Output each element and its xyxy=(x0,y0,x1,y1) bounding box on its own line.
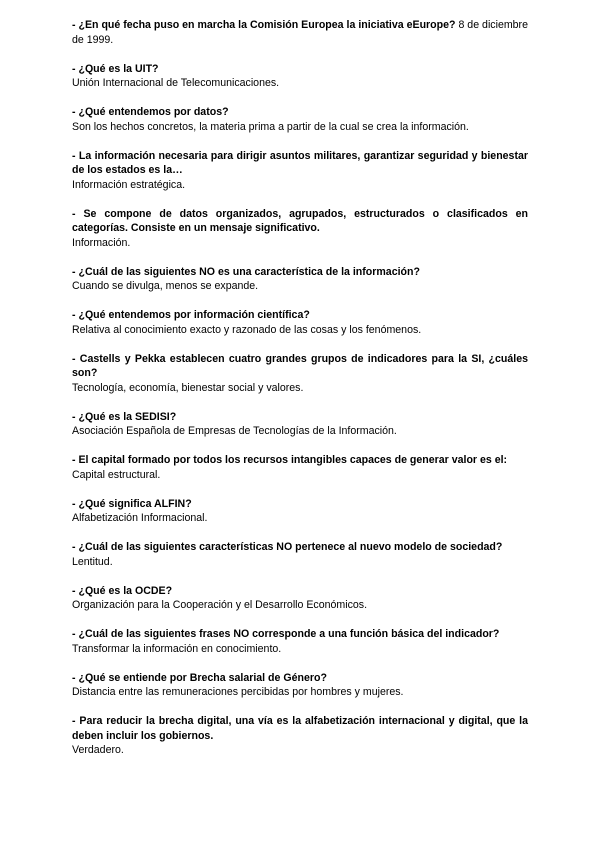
answer: Alfabetización Informacional. xyxy=(72,512,208,524)
qa-item xyxy=(72,540,528,569)
qa-item xyxy=(72,497,528,526)
question: - Se compone de datos organizados, agrupados, estructurados o clasificados en categorías. Consiste en un mensaje significativo. xyxy=(72,207,528,234)
question: - ¿Cuál de las siguientes características NO pertenece al nuevo modelo de sociedad? xyxy=(72,541,503,553)
question: - ¿Qué es la UIT? xyxy=(72,62,159,75)
answer: Información. xyxy=(72,236,131,249)
answer: Unión Internacional de Telecomunicaciones. xyxy=(72,77,280,89)
document-page xyxy=(72,18,528,772)
answer: Información estratégica. xyxy=(72,178,186,191)
answer: Relativa al conocimiento exacto y razonado de las cosas y los fenómenos. xyxy=(72,323,422,336)
qa-item xyxy=(72,62,528,91)
question-text: - ¿En qué fecha puso en marcha la Comisión Europea la iniciativa eEurope? xyxy=(72,19,456,31)
qa-item xyxy=(72,352,528,396)
qa-item xyxy=(72,207,528,251)
question: - ¿Qué es la SEDISI? xyxy=(72,410,177,423)
question: - ¿Qué entendemos por datos? xyxy=(72,106,229,118)
question: - Castells y Pekka establecen cuatro grandes grupos de indicadores para la SI, ¿cuáles son? xyxy=(72,352,528,379)
question: - ¿Qué se entiende por Brecha salarial de Género? xyxy=(72,671,327,684)
question xyxy=(72,18,528,47)
qa-item xyxy=(72,105,528,134)
answer: Son los hechos concretos, la materia prima a partir de la cual se crea la información. xyxy=(72,120,469,133)
qa-item xyxy=(72,453,528,482)
answer: Distancia entre las remuneraciones percibidas por hombres y mujeres. xyxy=(72,686,404,698)
qa-item xyxy=(72,627,528,656)
answer: Asociación Española de Empresas de Tecnologías de la Información. xyxy=(72,425,397,437)
question: - ¿Qué entendemos por información científica? xyxy=(72,309,310,321)
qa-item xyxy=(72,671,528,700)
question: - ¿Cuál de las siguientes frases NO corresponde a una función básica del indicador? xyxy=(72,628,500,640)
question: - ¿Qué es la OCDE? xyxy=(72,584,173,597)
question: - El capital formado por todos los recursos intangibles capaces de generar valor es el: xyxy=(72,454,508,466)
answer: Capital estructural. xyxy=(72,468,161,481)
answer: 8 de diciembre de 1999. xyxy=(72,19,528,46)
question: - La información necesaria para dirigir asuntos militares, garantizar seguridad y bienestar de los estados es la… xyxy=(72,149,528,176)
question: - Para reducir la brecha digital, una vía es la alfabetización internacional y digital, que la deben incluir los gobiernos. xyxy=(72,715,528,742)
answer: Cuando se divulga, menos se expande. xyxy=(72,280,259,292)
qa-item xyxy=(72,714,528,758)
question: - ¿Cuál de las siguientes NO es una característica de la información? xyxy=(72,265,420,278)
qa-item xyxy=(72,149,528,193)
qa-item xyxy=(72,18,528,47)
answer: Organización para la Cooperación y el Desarrollo Económicos. xyxy=(72,599,368,611)
qa-item xyxy=(72,308,528,337)
qa-item xyxy=(72,410,528,439)
qa-item xyxy=(72,584,528,613)
answer: Lentitud. xyxy=(72,555,113,568)
answer: Tecnología, economía, bienestar social y valores. xyxy=(72,381,304,394)
answer: Transformar la información en conocimiento. xyxy=(72,642,282,655)
question: - ¿Qué significa ALFIN? xyxy=(72,497,192,510)
answer: Verdadero. xyxy=(72,744,124,756)
qa-item xyxy=(72,265,528,294)
